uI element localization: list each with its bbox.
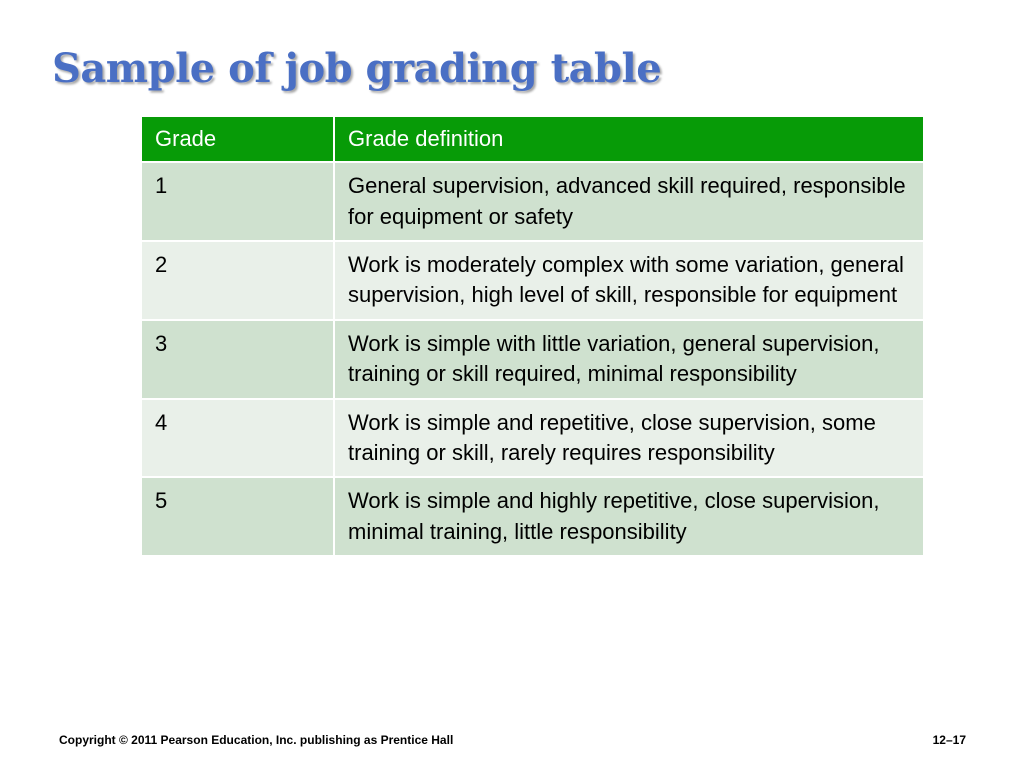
slide-title: Sample of job grading table: [52, 45, 662, 92]
table-row: [141, 162, 924, 241]
definition-cell: Work is simple and repetitive, close supervision, some training or skill, rarely requires responsibility: [334, 399, 924, 478]
definition-cell: Work is simple and highly repetitive, close supervision, minimal training, little responsibility: [334, 477, 924, 556]
table-row: [141, 320, 924, 399]
table-header-row: [141, 116, 924, 162]
job-grading-table: [140, 115, 925, 557]
footer-copyright: Copyright © 2011 Pearson Education, Inc. publishing as Prentice Hall: [59, 733, 454, 747]
definition-cell: Work is moderately complex with some variation, general supervision, high level of skill, responsible for equipment: [334, 241, 924, 320]
table-row: [141, 477, 924, 556]
table-row: [141, 241, 924, 320]
grade-cell: 3: [141, 320, 334, 399]
definition-cell: General supervision, advanced skill required, responsible for equipment or safety: [334, 162, 924, 241]
grade-cell: 1: [141, 162, 334, 241]
footer-page-number: 12–17: [932, 733, 966, 747]
definition-cell: Work is simple with little variation, general supervision, training or skill required, minimal responsibility: [334, 320, 924, 399]
header-grade: Grade: [141, 116, 334, 162]
header-grade-definition: Grade definition: [334, 116, 924, 162]
grade-cell: 5: [141, 477, 334, 556]
grade-cell: 4: [141, 399, 334, 478]
grade-cell: 2: [141, 241, 334, 320]
table-row: [141, 399, 924, 478]
